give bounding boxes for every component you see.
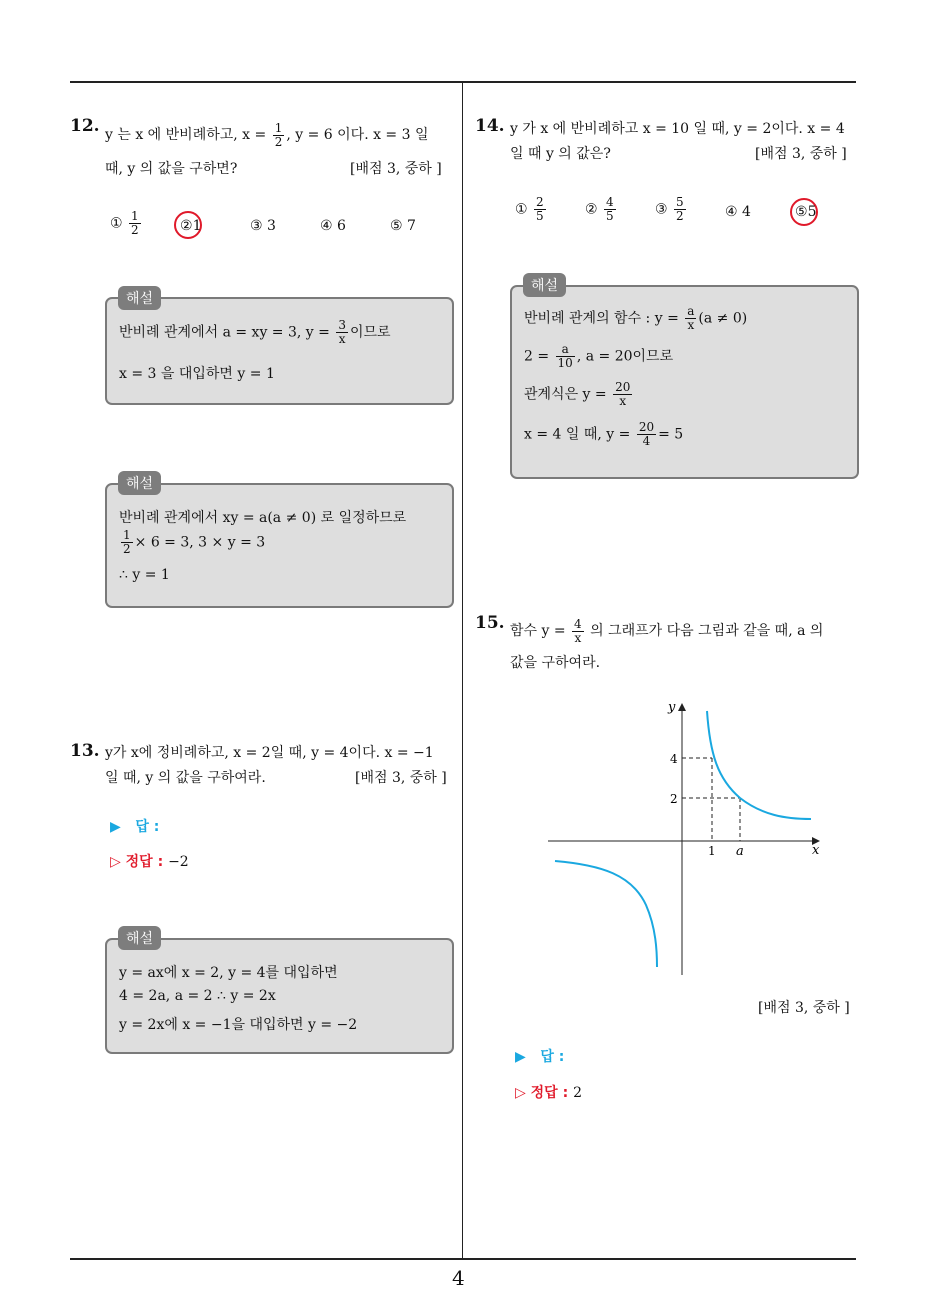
hyperbola-branch-q3 [555,861,657,967]
solution-tag: 해설 [118,471,161,495]
q13-number: 13. [70,741,100,761]
q15-text-line1: 함수 y = $\frac{4}{x}$ 의 그래프가 다음 그림과 같을 때, a 의 [510,616,824,645]
outline-triangle-icon: ▷ [515,1085,526,1101]
bottom-rule [70,1258,856,1260]
q14-text-line1: y 가 x 에 반비례하고 x = 10 일 때, y = 2이다. x = 4 [510,121,845,137]
q15-number: 15. [475,613,505,633]
q13-sol-line1: y = ax에 x = 2, y = 4를 대입하면 [119,965,338,981]
q12-sol2-line3: ∴ y = 1 [119,567,170,583]
q12-text-1a: y 는 x 에 반비례하고, x = [105,127,267,143]
q13-sol-line3: y = 2x에 x = −1을 대입하면 y = −2 [119,1017,358,1033]
q12-number: 12. [70,116,100,136]
q13-answer-line[interactable]: ▶ 답 : [110,819,160,835]
q15-correct-line: ▷ 정답 : 2 [515,1085,582,1101]
q13-correct-line: ▷ 정답 : −2 [110,854,189,870]
q12-fraction: $\frac{1}{2}$ [274,120,283,149]
x-axis-label: x [812,843,820,858]
q12-sol1-line2: x = 3 을 대입하면 y = 1 [119,366,275,382]
q13-solution-box [105,938,454,1054]
y-axis-arrow [678,703,686,711]
x-tick-1: 1 [708,844,716,858]
q12-text-1b: , y = 6 이다. x = 3 일 [286,127,429,143]
q14-sol-line4: x = 4 일 때, y = $\frac{20}{4}$ = 5 [524,420,684,448]
column-divider [462,82,463,1259]
q12-choice-5[interactable]: ⑤ 7 [390,218,416,234]
q12-solution-box-2 [105,483,454,608]
q14-choice-1[interactable]: ① $\frac{2}{5}$ [515,195,544,223]
q15-hyperbola-graph [540,695,830,985]
q12-text-line1 [105,120,429,150]
q12-score: [배점 3, 중하 ] [350,161,442,177]
q12-text-line2: 때, y 의 값을 구하면? [105,161,238,177]
play-triangle-icon: ▶ [110,819,121,835]
y-tick-4: 4 [670,752,678,766]
q14-choice-2[interactable]: ② $\frac{4}{5}$ [585,195,614,223]
q14-solution-box [510,285,859,479]
q14-choice-3[interactable]: ③ $\frac{5}{2}$ [655,195,684,223]
q13-sol-line2: 4 = 2a, a = 2 ∴ y = 2x [119,988,276,1004]
q15-answer-line[interactable]: ▶ 답 : [515,1049,565,1065]
q14-sol-line2: 2 = $\frac{a}{10}$ , a = 20이므로 [524,342,674,370]
q12-choice-1[interactable]: ① $\frac{1}{2}$ [110,209,139,237]
solution-tag: 해설 [118,286,161,310]
q12-choice-3[interactable]: ③ 3 [250,218,276,234]
q14-sol-line3: 관계식은 y = $\frac{20}{x}$ [524,380,631,408]
q13-correct-value: −2 [168,854,189,870]
top-rule [70,81,856,83]
q12-solution-box-1 [105,297,454,405]
q12-choice-2[interactable]: ②1 [180,218,202,234]
q13-score: [배점 3, 중하 ] [355,770,447,786]
q14-text-line2: 일 때 y 의 값은? [510,146,611,162]
page-number: 4 [452,1266,465,1290]
q13-text-line2: 일 때, y 의 값을 구하여라. [105,770,266,786]
outline-triangle-icon: ▷ [110,854,121,870]
q15-correct-value: 2 [573,1085,582,1101]
q12-sol2-line1: 반비례 관계에서 xy = a(a ≠ 0) 로 일정하므로 [119,510,407,526]
solution-tag: 해설 [523,273,566,297]
q14-score: [배점 3, 중하 ] [755,146,847,162]
solution-tag: 해설 [118,926,161,950]
y-tick-2: 2 [670,792,678,806]
hyperbola-branch-q1 [707,711,811,819]
q12-choice-4[interactable]: ④ 6 [320,218,346,234]
y-axis-label: y [668,700,676,715]
q12-sol2-line2: $\frac{1}{2}$ × 6 = 3, 3 × y = 3 [123,528,266,556]
q14-number: 14. [475,116,505,136]
q14-choice-5[interactable]: ⑤5 [795,204,817,220]
q15-score: [배점 3, 중하 ] [758,1000,850,1016]
q12-sol1-line1: 반비례 관계에서 a = xy = 3, y = $\frac{3}{x}$ 이므로 [119,318,391,346]
q15-text-line2: 값을 구하여라. [510,655,601,671]
q14-choice-4[interactable]: ④ 4 [725,204,751,220]
x-tick-a: a [736,844,744,859]
play-triangle-icon: ▶ [515,1049,526,1065]
q13-text-line1: y가 x에 정비례하고, x = 2일 때, y = 4이다. x = −1 [105,745,434,761]
q14-sol-line1: 반비례 관계의 함수 : y = $\frac{a}{x}$ (a ≠ 0) [524,304,748,332]
